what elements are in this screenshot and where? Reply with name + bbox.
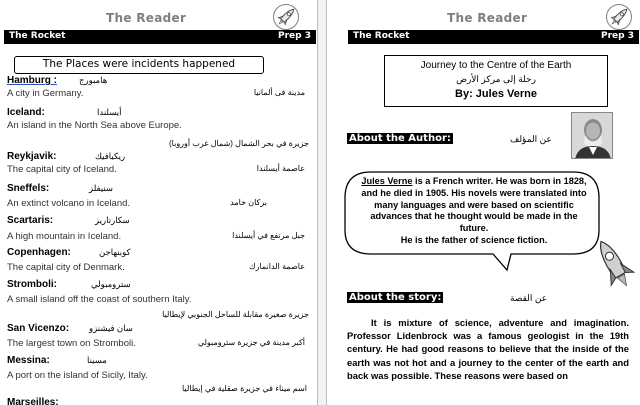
place-name: Stromboli: — [7, 279, 57, 290]
place-desc: The largest town on Stromboli. — [7, 338, 136, 349]
rocket-icon — [605, 3, 633, 31]
about-story-heading: About the story: — [349, 292, 442, 303]
place-name: Scartaris: — [7, 215, 54, 226]
place-name: Messina: — [7, 355, 50, 366]
place-name: Sneffels: — [7, 183, 50, 194]
place-name-ar: أيسلندا — [97, 107, 122, 117]
place-entry — [7, 183, 313, 209]
place-entry — [7, 397, 313, 405]
place-name: Marseilles: — [7, 397, 59, 405]
place-entry — [7, 279, 313, 305]
place-entry — [7, 107, 313, 131]
place-name: San Vicenzo: — [7, 323, 70, 334]
header-right-label: Prep 3 — [601, 31, 634, 41]
place-desc-ar: عاصمة أيسلندا — [256, 164, 305, 173]
header-bar — [348, 30, 639, 44]
place-entry — [7, 247, 313, 273]
place-desc-ar: جزيرة في بحر الشمال (شمال غرب أوروبا) — [168, 139, 309, 148]
header-bar — [4, 30, 316, 44]
place-desc-ar: بركان خامد — [230, 198, 267, 207]
author-bio-last: He is the father of science fiction. — [400, 234, 548, 245]
place-name-ar: هامبورج — [79, 75, 108, 85]
place-desc-ar: جزيرة صغيرة مقابلة للساحل الجنوبي لإيطاليا — [162, 310, 309, 319]
place-desc: A city in Germany. — [7, 88, 84, 99]
place-desc-ar: أكبر مدينة في جزيرة سترومبولي — [197, 338, 305, 347]
place-name: Copenhagen: — [7, 247, 71, 258]
place-desc: A high mountain in Iceland. — [7, 231, 122, 242]
about-story-heading-ar: عن القصة — [510, 293, 548, 303]
author-bio-text: is a French writer. He was born in 1828, and he died in 1905. His novels were translated into many languages and were based on scientific advances that he thought would be made in the future. — [361, 176, 587, 234]
story-text: It is mixture of science, adventure and imagination. Professor Lidenbrock was a famous geologist in the 19th century. He had good reasons to believe that the inside of the earth was not hot and a journey to the center of the earth and back was possible. These reasons were based on — [347, 317, 629, 381]
place-name: Hamburg : — [7, 75, 57, 86]
place-entry — [7, 215, 313, 242]
place-entry — [7, 75, 313, 99]
author-portrait-icon — [571, 112, 613, 159]
about-author-heading: About the Author: — [349, 133, 451, 144]
place-name-ar: سنيفلز — [89, 183, 114, 193]
place-desc-ar: مدينة فى ألمانيا — [253, 88, 305, 97]
place-desc: A small island off the coast of southern Italy. — [7, 294, 192, 305]
header-left-label: The Rocket — [353, 31, 410, 41]
reader-title: The Reader — [106, 11, 187, 25]
place-name-ar: كوبنهاجن — [99, 247, 131, 257]
header-right-label: Prep 3 — [278, 31, 311, 41]
place-name-ar: سترومبولي — [91, 279, 131, 289]
place-name: Iceland: — [7, 107, 45, 118]
place-name-ar: سكارتاريز — [95, 215, 130, 225]
place-name-ar: ريكيافيك — [95, 151, 126, 161]
book-title: Journey to the Centre of the Earth — [420, 60, 572, 71]
rocket-icon — [272, 3, 300, 31]
left-page — [0, 0, 318, 405]
place-entry — [7, 355, 313, 381]
place-desc-ar: جبل مرتفع في أيسلندا — [232, 231, 305, 240]
place-name-ar: سان فيشنزو — [89, 323, 133, 333]
place-desc-ar: عاصمة الدانمارك — [249, 262, 305, 271]
reader-title: The Reader — [447, 11, 528, 25]
book-title-ar: رحلة إلى مركز الأرض — [456, 74, 536, 84]
place-entry — [7, 323, 313, 349]
place-name-ar: مسينا — [87, 355, 107, 365]
story-paragraph — [347, 316, 629, 382]
rocket-icon — [591, 235, 637, 293]
author-bio — [361, 176, 587, 247]
place-desc: An extinct volcano in Iceland. — [7, 198, 131, 209]
places-section-title: The Places were incidents happened — [14, 56, 264, 74]
about-author-heading-ar: عن المؤلف — [510, 134, 552, 144]
book-title-box — [384, 55, 608, 107]
author-name: Jules Verne — [361, 176, 413, 186]
book-author: By: Jules Verne — [455, 88, 537, 100]
place-desc: A port on the island of Sicily, Italy. — [7, 370, 148, 381]
place-name: Reykjavik: — [7, 151, 57, 162]
header-left-label: The Rocket — [9, 31, 66, 41]
speech-bubble-icon — [341, 168, 603, 273]
right-page — [326, 0, 640, 405]
place-desc: The capital city of Iceland. — [7, 164, 117, 175]
place-entry — [7, 151, 313, 175]
place-desc: The capital city of Denmark. — [7, 262, 125, 273]
place-desc: An island in the North Sea above Europe. — [7, 120, 182, 131]
place-desc-ar: اسم ميناء في جزيرة صقلية في إيطاليا — [181, 384, 307, 393]
